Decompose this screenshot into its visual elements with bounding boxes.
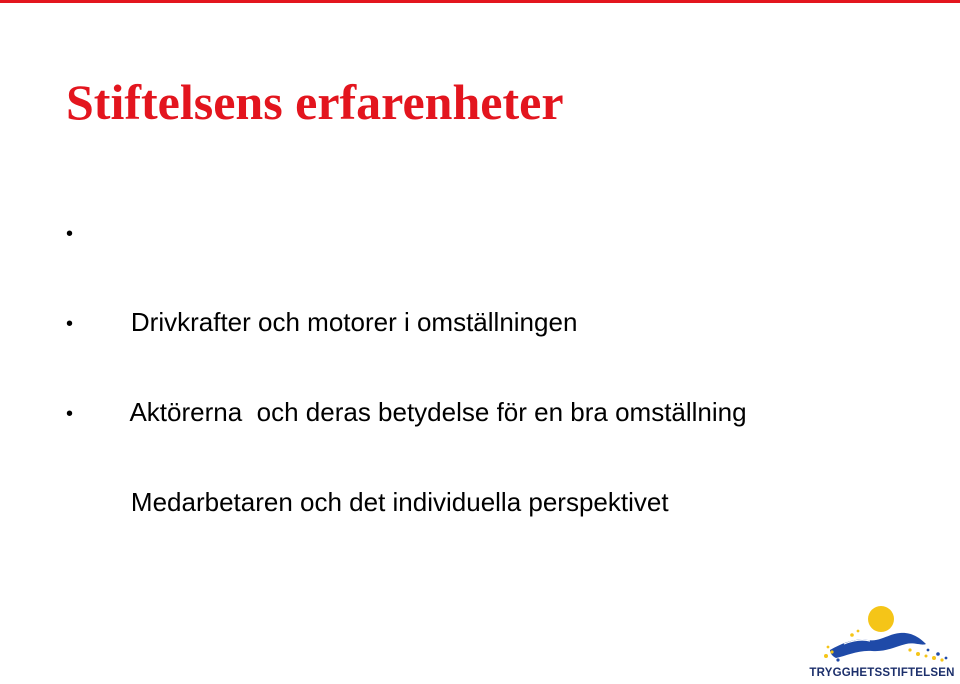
bullet-dot-icon: • [66, 403, 74, 425]
bullet-dot-icon: • [66, 223, 74, 245]
bullet-item [62, 392, 747, 517]
logo-sun [868, 606, 894, 632]
bullet-text: Drivkrafter och motorer i omställningen [130, 307, 578, 337]
top-accent-rule [0, 0, 960, 3]
sun-over-wave-logo-icon [808, 600, 956, 668]
bullet-item [62, 212, 747, 337]
slide-title: Stiftelsens erfarenheter [66, 74, 564, 130]
bullet-dot-icon: • [66, 313, 74, 335]
trygghetsstiftelsen-logo [808, 600, 956, 684]
bullet-item [62, 302, 747, 427]
bullet-text: Aktörerna och deras betydelse för en bra omställning [129, 397, 747, 427]
bullet-text: Medarbetaren och det individuella perspektivet [130, 487, 669, 517]
bullet-list [62, 212, 747, 517]
logo-wave [830, 633, 926, 658]
logo-wordmark: TRYGGHETSSTIFTELSEN [809, 667, 955, 679]
